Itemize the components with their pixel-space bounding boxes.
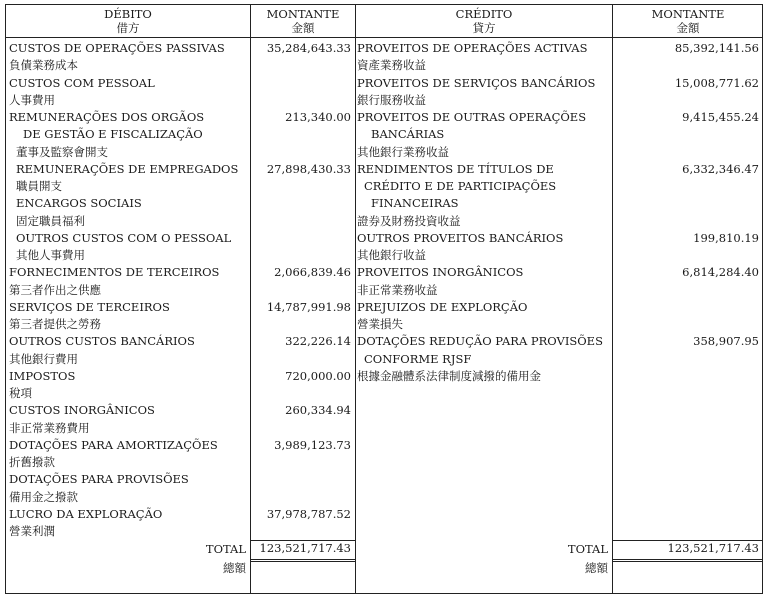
debit-row-label: OUTROS CUSTOS BANCÁRIOS [9,334,195,349]
debit-row-label: 固定職員福利 [16,213,85,228]
credit-row-amount: 85,392,141.56 [674,41,759,55]
debit-row-label: FORNECIMENTOS DE TERCEIROS [9,265,220,280]
debit-header [6,7,250,35]
credit-row-label: CONFORME RJSF [364,351,472,366]
credit-header [356,7,612,35]
debit-row-label: OUTROS CUSTOS COM O PESSOAL [16,230,232,245]
credit-row-label: 其他銀行收益 [357,248,426,262]
credit-row-amount: 15,008,771.62 [674,75,759,90]
debit-amount-header [251,7,355,35]
credit-row-label: PROVEITOS INORGÂNICOS [357,265,524,280]
credit-amount-header [613,7,763,35]
debit-row-amount: 14,787,991.98 [266,299,351,314]
credit-header-zh: 貸方 [472,21,496,35]
credit-row-label: 其他銀行業務收益 [357,144,449,159]
debit-row-label: 其他人事費用 [16,248,85,262]
profit-loss-statement [5,4,763,594]
debit-row-amount: 213,340.00 [285,110,351,124]
debit-row-label: DE GESTÃO E FISCALIZAÇÃO [23,127,203,142]
credit-row-label: 證券及財務投資收益 [357,213,461,228]
debit-row-label: IMPOSTOS [9,368,76,383]
header-divider [6,37,762,38]
credit-row-amount: 6,814,284.40 [682,265,759,280]
debit-row-label: 負債業務成本 [9,58,78,73]
credit-row-label: CRÉDITO E DE PARTICIPAÇÕES [364,179,557,193]
debit-total-label: TOTAL [205,542,246,556]
debit-row-label: SERVIÇOS DE TERCEIROS [9,299,170,314]
credit-header-pt: CRÉDITO [455,7,513,21]
debit-row-label: CUSTOS DE OPERAÇÕES PASSIVAS [9,41,225,55]
credit-row-label: PROVEITOS DE OUTRAS OPERAÇÕES [357,110,587,124]
debit-row-amount: 260,334.94 [285,403,351,418]
debit-header-pt: DÉBITO [104,7,152,21]
credit-row-label: 銀行服務收益 [357,92,426,107]
debit-row-label: 稅項 [9,386,32,400]
amount-header-pt: MONTANTE [266,7,340,21]
credit-row-label: 非正常業務收益 [357,282,438,297]
credit-row-amount: 199,810.19 [693,230,759,245]
amount-header-zh: 金額 [676,21,700,35]
credit-row-label: OUTROS PROVEITOS BANCÁRIOS [357,230,564,245]
credit-row-label: PROVEITOS DE SERVIÇOS BANCÁRIOS [357,75,596,90]
debit-row-amount: 720,000.00 [285,368,351,383]
debit-row-label: 第三者作出之供應 [9,282,101,297]
credit-row-amount: 358,907.95 [693,334,759,349]
debit-row-amount: 35,284,643.33 [266,41,351,55]
debit-row-label: CUSTOS COM PESSOAL [9,75,155,90]
debit-row-label: 董事及監察會開支 [16,144,108,159]
debit-total-amount: 123,521,717.43 [259,541,351,555]
credit-row-label: PREJUIZOS DE EXPLORÇÃO [357,299,528,314]
debit-row-amount: 37,978,787.52 [266,506,351,521]
debit-row-label: CUSTOS INORGÂNICOS [9,403,155,418]
credit-row-label: 營業損失 [357,317,403,331]
column-divider [612,5,613,593]
amount-header-zh: 金額 [291,21,315,35]
credit-row-label: FINANCEIRAS [371,196,459,211]
credit-total-label-zh: 總額 [585,561,608,575]
credit-row-amount: 6,332,346.47 [682,161,759,176]
debit-row-label: 備用金之撥款 [9,489,78,504]
column-divider [355,5,356,593]
credit-row-amount: 9,415,455.24 [682,110,759,124]
debit-row-amount: 27,898,430.33 [266,161,351,176]
debit-row-label: REMUNERAÇÕES DE EMPREGADOS [16,161,239,176]
credit-row-label: 根據金融體系法律制度減撥的備用金 [357,368,541,383]
debit-row-label: LUCRO DA EXPLORAÇÃO [9,506,163,521]
debit-row-label: 非正常業務費用 [9,420,90,435]
debit-row-label: 其他銀行費用 [9,351,78,366]
amount-header-pt: MONTANTE [651,7,725,21]
debit-row-label: ENCARGOS SOCIAIS [16,196,142,211]
debit-row-label: REMUNERAÇÕES DOS ORGÃOS [9,110,205,124]
debit-row-amount: 2,066,839.46 [274,265,351,280]
debit-row-amount: 322,226.14 [285,334,351,349]
credit-row-label: BANCÁRIAS [371,127,445,142]
debit-row-label: 人事費用 [9,92,55,107]
credit-total-label: TOTAL [567,542,608,556]
debit-row-label: DOTAÇÕES PARA PROVISÕES [9,472,189,487]
credit-total-amount: 123,521,717.43 [667,541,759,555]
credit-row-label: PROVEITOS DE OPERAÇÕES ACTIVAS [357,41,588,55]
debit-row-amount: 3,989,123.73 [274,437,351,452]
credit-row-label: RENDIMENTOS DE TÍTULOS DE [357,161,554,176]
debit-total-label-zh: 總額 [223,561,246,575]
debit-row-label: 折舊撥款 [9,455,55,469]
debit-row-label: 職員開支 [16,179,62,193]
debit-row-label: 營業利潤 [9,524,55,538]
credit-row-label: 資產業務收益 [357,58,426,73]
debit-header-zh: 借方 [116,21,140,35]
debit-row-label: DOTAÇÕES PARA AMORTIZAÇÕES [9,437,218,452]
credit-row-label: DOTAÇÕES REDUÇÃO PARA PROVISÕES [357,334,603,349]
debit-row-label: 第三者提供之勞務 [9,317,101,331]
